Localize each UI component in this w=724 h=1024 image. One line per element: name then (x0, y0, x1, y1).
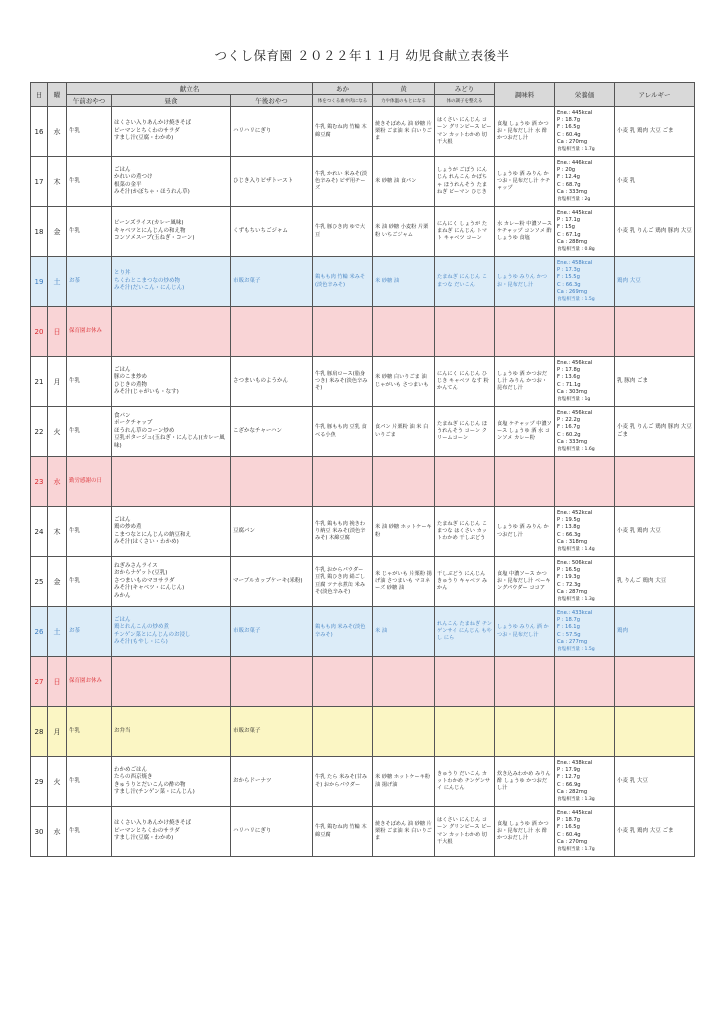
green-foods-cell: はくさい にんじん コーン グリンピース ピーマン カットわかめ 切干大根 (435, 807, 495, 857)
table-row (31, 107, 695, 157)
weekday-cell: 日 (48, 657, 67, 707)
red-foods-cell: 牛乳 豚肩ロース(脂身つき) 米みそ(淡色辛みそ) (313, 357, 373, 407)
yellow-foods-cell (373, 657, 435, 707)
allergy-cell: 小麦 乳 りんご 鶏肉 豚肉 大豆 ごま (615, 407, 695, 457)
red-foods-cell: 牛乳 鶏むね肉 竹輪 木綿豆腐 (313, 807, 373, 857)
nutrition-values: Ene.: 456kcal P : 17.8g F : 13.6g C : 71.1g Ca : 303mg (557, 359, 593, 395)
day-cell: 23 (31, 457, 48, 507)
seasoning-cell: 食塩 ケチャップ 中濃ソース しょうゆ 酒 水 コンソメ カレー粉 (495, 407, 555, 457)
red-foods-cell: 牛乳 鶏むね肉 竹輪 木綿豆腐 (313, 107, 373, 157)
seasoning-cell: しょうゆ 酒 かつおだし汁 みりん かつお・昆布だし汁 (495, 357, 555, 407)
nutrition-cell (555, 307, 615, 357)
seasoning-cell: 食塩 中濃ソース かつお・昆布だし汁 ベーキングパウダー ココア (495, 557, 555, 607)
yellow-foods-cell: 食パン 片栗粉 油 米 白いりごま (373, 407, 435, 457)
green-foods-cell: 干しぶどう にんじん きゅうり キャベツ みかん (435, 557, 495, 607)
seasoning-cell: 食塩 しょうゆ 酒 かつお・昆布だし汁 水 酢 かつおだし汁 (495, 107, 555, 157)
nutrition-values: Ene.: 446kcal P : 20g F : 12.4g C : 68.7g Ca : 333mg (557, 159, 593, 195)
weekday-cell: 水 (48, 457, 67, 507)
afternoon-snack-cell: こざかなチャーハン (231, 407, 313, 457)
red-foods-cell: 鶏もも肉 竹輪 米みそ(淡色辛みそ) (313, 257, 373, 307)
green-foods-cell: しょうが ごぼう にんじん れんこん かぼちゃ ほうれんそう たまねぎ ピーマン ひじき (435, 157, 495, 207)
afternoon-snack-cell: おからドーナツ (231, 757, 313, 807)
yellow-foods-cell: 米 砂糖 ホットケーキ粉 油 揚げ油 (373, 757, 435, 807)
allergy-cell: 小麦 乳 (615, 157, 695, 207)
header-yellow: 黄 (373, 83, 435, 95)
lunch-cell: ねぎみさんライス おからナゲット(豆乳) さつまいものマヨサラダ みそ汁(キャベツ・にんじん) みかん (112, 557, 231, 607)
afternoon-snack-cell: さつまいものようかん (231, 357, 313, 407)
allergy-cell (615, 457, 695, 507)
morning-snack-cell: 牛乳 (67, 207, 112, 257)
nutrition-cell (555, 807, 615, 857)
salt-equivalent: 食塩相当量 : 1.6g (557, 446, 595, 452)
header-green: みどり (435, 83, 495, 95)
red-foods-cell (313, 707, 373, 757)
table-row (31, 657, 695, 707)
red-foods-cell: 牛乳 豚ひき肉 ゆで大豆 (313, 207, 373, 257)
weekday-cell: 金 (48, 557, 67, 607)
green-foods-cell: きゅうり だいこん カットわかめ チンゲンサイ にんじん (435, 757, 495, 807)
green-foods-cell: にんにく にんじん ひじき キャベツ なす 粉かんてん (435, 357, 495, 407)
nutrition-cell (555, 507, 615, 557)
nutrition-cell (555, 457, 615, 507)
nutrition-values: Ene.: 456kcal P : 22.2g F : 16.7g C : 60.2g Ca : 333mg (557, 409, 593, 445)
header-seasoning: 調味料 (495, 83, 555, 107)
day-cell: 30 (31, 807, 48, 857)
yellow-foods-cell: 米 じゃがいも 片栗粉 揚げ油 さつまいも マヨネーズ 砂糖 油 (373, 557, 435, 607)
morning-snack-cell: 牛乳 (67, 107, 112, 157)
lunch-cell: わかめごはん たらの西京焼き きゅうりとだいこんの酢の物 すまし汁(チンゲン菜・にんじん) (112, 757, 231, 807)
red-foods-cell: 牛乳 おからパウダー 豆乳 鶏ひき肉 絹ごし豆腐 ツナ水煮缶 米みそ(淡色辛みそ) (313, 557, 373, 607)
salt-equivalent: 食塩相当量 : 1g (557, 396, 591, 402)
yellow-foods-cell (373, 307, 435, 357)
day-cell: 17 (31, 157, 48, 207)
yellow-foods-cell: 米 油 (373, 607, 435, 657)
red-foods-cell: 牛乳 かれい 米みそ(淡色辛みそ) ピザ用チーズ (313, 157, 373, 207)
header-yellow-sub: 力や体温のもとになる (373, 95, 435, 107)
day-cell: 18 (31, 207, 48, 257)
allergy-cell (615, 657, 695, 707)
red-foods-cell (313, 307, 373, 357)
nutrition-values: Ene.: 438kcal P : 17.9g F : 12.7g C : 66.9g Ca : 282mg (557, 759, 593, 795)
weekday-cell: 日 (48, 307, 67, 357)
afternoon-snack-cell (231, 307, 313, 357)
afternoon-snack-cell: ハリハリにぎり (231, 807, 313, 857)
table-row (31, 157, 695, 207)
salt-equivalent: 食塩相当量 : 1.4g (557, 546, 595, 552)
day-cell: 26 (31, 607, 48, 657)
allergy-cell: 鶏肉 大豆 (615, 257, 695, 307)
afternoon-snack-cell (231, 657, 313, 707)
afternoon-snack-cell: ハリハリにぎり (231, 107, 313, 157)
table-row (31, 507, 695, 557)
green-foods-cell (435, 307, 495, 357)
allergy-cell (615, 307, 695, 357)
weekday-cell: 火 (48, 757, 67, 807)
header-allergy: アレルギー (615, 83, 695, 107)
afternoon-snack-cell: 豆腐パン (231, 507, 313, 557)
allergy-cell: 小麦 乳 鶏肉 大豆 ごま (615, 807, 695, 857)
allergy-cell (615, 707, 695, 757)
nutrition-cell (555, 257, 615, 307)
header-nutrition: 栄養価 (555, 83, 615, 107)
table-row (31, 707, 695, 757)
morning-snack-cell: 牛乳 (67, 407, 112, 457)
day-cell: 28 (31, 707, 48, 757)
day-cell: 16 (31, 107, 48, 157)
afternoon-snack-cell (231, 457, 313, 507)
table-row (31, 307, 695, 357)
red-foods-cell: 牛乳 豚もも肉 豆乳 食べる小魚 (313, 407, 373, 457)
table-row (31, 257, 695, 307)
table-row (31, 407, 695, 457)
header-day: 日 (31, 83, 48, 107)
header-morning-snack: 午前おやつ (67, 95, 112, 107)
header-red: あか (313, 83, 373, 95)
salt-equivalent: 食塩相当量 : 0.8g (557, 246, 595, 252)
allergy-cell: 小麦 乳 大豆 (615, 757, 695, 807)
green-foods-cell: たまねぎ にんじん ほうれんそう コーン クリームコーン (435, 407, 495, 457)
header-red-sub: 体をつくる血や肉になる (313, 95, 373, 107)
salt-equivalent: 食塩相当量 : 1.3g (557, 596, 595, 602)
yellow-foods-cell: 米 油 砂糖 ホットケーキ粉 (373, 507, 435, 557)
salt-equivalent: 食塩相当量 : 2g (557, 196, 591, 202)
morning-snack-cell: 牛乳 (67, 707, 112, 757)
morning-snack-cell: 牛乳 (67, 157, 112, 207)
allergy-cell: 乳 りんご 鶏肉 大豆 (615, 557, 695, 607)
lunch-cell: ごはん 鶏の炒め煮 こまつなとにんじんの納豆和え みそ汁(はくさい・わかめ) (112, 507, 231, 557)
lunch-cell: お弁当 (112, 707, 231, 757)
green-foods-cell (435, 707, 495, 757)
seasoning-cell (495, 707, 555, 757)
allergy-cell: 乳 豚肉 ごま (615, 357, 695, 407)
menu-body (31, 107, 695, 857)
salt-equivalent: 食塩相当量 : 1.3g (557, 796, 595, 802)
lunch-cell (112, 457, 231, 507)
seasoning-cell (495, 657, 555, 707)
nutrition-cell (555, 407, 615, 457)
menu-table (30, 82, 695, 857)
allergy-cell: 小麦 乳 鶏肉 大豆 (615, 507, 695, 557)
yellow-foods-cell: 米 砂糖 油 (373, 257, 435, 307)
afternoon-snack-cell: 市販お菓子 (231, 257, 313, 307)
nutrition-cell (555, 607, 615, 657)
weekday-cell: 土 (48, 607, 67, 657)
day-cell: 22 (31, 407, 48, 457)
red-foods-cell: 牛乳 鶏もも肉 挽きわり納豆 米みそ(淡色辛みそ) 木綿豆腐 (313, 507, 373, 557)
header-row-1 (31, 83, 695, 95)
nutrition-cell (555, 107, 615, 157)
weekday-cell: 金 (48, 207, 67, 257)
morning-snack-cell: 牛乳 (67, 357, 112, 407)
day-cell: 19 (31, 257, 48, 307)
header-lunch: 昼食 (112, 95, 231, 107)
seasoning-cell: 食塩 しょうゆ 酒 かつお・昆布だし汁 水 酢 かつおだし汁 (495, 807, 555, 857)
weekday-cell: 水 (48, 107, 67, 157)
green-foods-cell (435, 457, 495, 507)
header-green-sub: 体の調子を整える (435, 95, 495, 107)
table-row (31, 357, 695, 407)
day-cell: 27 (31, 657, 48, 707)
header-afternoon-snack: 午後おやつ (231, 95, 313, 107)
seasoning-cell: 炊き込みわかめ みりん 酢 しょうゆ かつおだし汁 (495, 757, 555, 807)
nutrition-values: Ene.: 445kcal P : 18.7g F : 16.5g C : 60.4g Ca : 270mg (557, 109, 593, 145)
yellow-foods-cell (373, 707, 435, 757)
morning-snack-cell: お茶 (67, 607, 112, 657)
nutrition-values: Ene.: 458kcal P : 17.3g F : 15.5g C : 66.3g Ca : 269mg (557, 259, 593, 295)
salt-equivalent: 食塩相当量 : 1.5g (557, 296, 595, 302)
table-row (31, 757, 695, 807)
day-cell: 25 (31, 557, 48, 607)
seasoning-cell: しょうゆ 酒 みりん かつお・昆布だし汁 ケチャップ (495, 157, 555, 207)
seasoning-cell: しょうゆ みりん かつお・昆布だし汁 (495, 257, 555, 307)
table-row (31, 807, 695, 857)
weekday-cell: 火 (48, 407, 67, 457)
seasoning-cell: 水 カレー粉 中濃ソース ケチャップ コンソメ 酢 しょうゆ 食塩 (495, 207, 555, 257)
nutrition-cell (555, 707, 615, 757)
afternoon-snack-cell: ひじき入りピザトースト (231, 157, 313, 207)
yellow-foods-cell: 焼きそばめん 油 砂糖 片栗粉 ごま油 米 白いりごま (373, 107, 435, 157)
yellow-foods-cell (373, 457, 435, 507)
morning-snack-cell: 牛乳 (67, 557, 112, 607)
afternoon-snack-cell: 市販お菓子 (231, 707, 313, 757)
green-foods-cell: れんこん たまねぎ チンゲンサイ にんじん もやし にら (435, 607, 495, 657)
table-row (31, 557, 695, 607)
red-foods-cell (313, 457, 373, 507)
allergy-cell: 鶏肉 (615, 607, 695, 657)
nutrition-values: Ene.: 506kcal P : 16.5g F : 19.3g C : 72.3g Ca : 287mg (557, 559, 593, 595)
nutrition-values: Ene.: 433kcal P : 18.7g F : 16.1g C : 57.5g Ca : 277mg (557, 609, 593, 645)
salt-equivalent: 食塩相当量 : 1.7g (557, 146, 595, 152)
table-row (31, 207, 695, 257)
table-row (31, 607, 695, 657)
day-cell: 24 (31, 507, 48, 557)
nutrition-cell (555, 557, 615, 607)
nutrition-cell (555, 357, 615, 407)
nutrition-values: Ene.: 452kcal P : 19.5g F : 13.8g C : 66.3g Ca : 318mg (557, 509, 593, 545)
nutrition-cell (555, 757, 615, 807)
red-foods-cell (313, 657, 373, 707)
nutrition-cell (555, 157, 615, 207)
seasoning-cell: しょうゆ みりん 酒 かつお・昆布だし汁 (495, 607, 555, 657)
nutrition-cell (555, 657, 615, 707)
weekday-cell: 土 (48, 257, 67, 307)
green-foods-cell: たまねぎ にんじん こまつな だいこん (435, 257, 495, 307)
page-title: つくし保育園 ２０２２年１１月 幼児食献立表後半 (214, 48, 510, 63)
header-menu-group: 献立名 (67, 83, 313, 95)
weekday-cell: 木 (48, 157, 67, 207)
header-dow: 曜 (48, 83, 67, 107)
green-foods-cell: はくさい にんじん コーン グリンピース ピーマン カットわかめ 切干大根 (435, 107, 495, 157)
yellow-foods-cell: 米 油 砂糖 小麦粉 片栗粉 いちごジャム (373, 207, 435, 257)
lunch-cell: 食パン ポークチャップ ほうれん草のコーン炒め 豆乳ポタージュ(玉ねぎ・にんじん)(カレー風味) (112, 407, 231, 457)
morning-snack-cell: 勤労感謝の日 (67, 457, 112, 507)
table-row (31, 457, 695, 507)
lunch-cell: ごはん 豚のこま炒め ひじきの煮物 みそ汁(じゃがいも・なす) (112, 357, 231, 407)
yellow-foods-cell: 米 砂糖 油 食パン (373, 157, 435, 207)
salt-equivalent: 食塩相当量 : 1.7g (557, 846, 595, 852)
nutrition-values: Ene.: 445kcal P : 18.7g F : 16.5g C : 60.4g Ca : 270mg (557, 809, 593, 845)
day-cell: 21 (31, 357, 48, 407)
red-foods-cell: 鶏もも肉 米みそ(淡色辛みそ) (313, 607, 373, 657)
green-foods-cell: たまねぎ にんじん こまつな はくさい カットわかめ 干しぶどう (435, 507, 495, 557)
seasoning-cell (495, 457, 555, 507)
lunch-cell (112, 657, 231, 707)
lunch-cell: とり丼 ちくわとこまつなの炒め物 みそ汁(だいこん・にんじん) (112, 257, 231, 307)
salt-equivalent: 食塩相当量 : 1.5g (557, 646, 595, 652)
allergy-cell: 小麦 乳 鶏肉 大豆 ごま (615, 107, 695, 157)
red-foods-cell: 牛乳 たら 米みそ(甘みそ) おからパウダー (313, 757, 373, 807)
seasoning-cell (495, 307, 555, 357)
allergy-cell: 小麦 乳 りんご 鶏肉 豚肉 大豆 (615, 207, 695, 257)
lunch-cell: はくさい入りあんかけ焼きそば ピーマンとちくわのサラダ すまし汁(豆腐・わかめ) (112, 807, 231, 857)
yellow-foods-cell: 焼きそばめん 油 砂糖 片栗粉 ごま油 米 白いりごま (373, 807, 435, 857)
afternoon-snack-cell: くずもちいちごジャム (231, 207, 313, 257)
morning-snack-cell: 保育園お休み (67, 657, 112, 707)
weekday-cell: 月 (48, 357, 67, 407)
nutrition-values: Ene.: 445kcal P : 17.1g F : 15g C : 67.1g Ca : 288mg (557, 209, 593, 245)
day-cell: 29 (31, 757, 48, 807)
afternoon-snack-cell: マーブルカップケーキ(米粉) (231, 557, 313, 607)
morning-snack-cell: 牛乳 (67, 807, 112, 857)
yellow-foods-cell: 米 砂糖 白いりごま 油 じゃがいも さつまいも (373, 357, 435, 407)
green-foods-cell: にんにく しょうが たまねぎ にんじん トマト キャベツ コーン (435, 207, 495, 257)
lunch-cell: ごはん 鶏とれんこんの炒め煮 チンゲン菜とにんじんのお浸し みそ汁(もやし・にら) (112, 607, 231, 657)
seasoning-cell: しょうゆ 酒 みりん かつおだし汁 (495, 507, 555, 557)
afternoon-snack-cell: 市販お菓子 (231, 607, 313, 657)
weekday-cell: 水 (48, 807, 67, 857)
nutrition-cell (555, 207, 615, 257)
lunch-cell: はくさい入りあんかけ焼きそば ピーマンとちくわのサラダ すまし汁(豆腐・わかめ) (112, 107, 231, 157)
lunch-cell: ビーンズライス(カレー風味) キャベツとにんじんの和え物 コンソメスープ(玉ねぎ・コーン) (112, 207, 231, 257)
lunch-cell: ごはん かれいの煮つけ 根菜の金平 みそ汁(かぼちゃ・ほうれん草) (112, 157, 231, 207)
lunch-cell (112, 307, 231, 357)
green-foods-cell (435, 657, 495, 707)
morning-snack-cell: 牛乳 (67, 507, 112, 557)
weekday-cell: 木 (48, 507, 67, 557)
day-cell: 20 (31, 307, 48, 357)
morning-snack-cell: 保育園お休み (67, 307, 112, 357)
weekday-cell: 月 (48, 707, 67, 757)
morning-snack-cell: 牛乳 (67, 757, 112, 807)
morning-snack-cell: お茶 (67, 257, 112, 307)
